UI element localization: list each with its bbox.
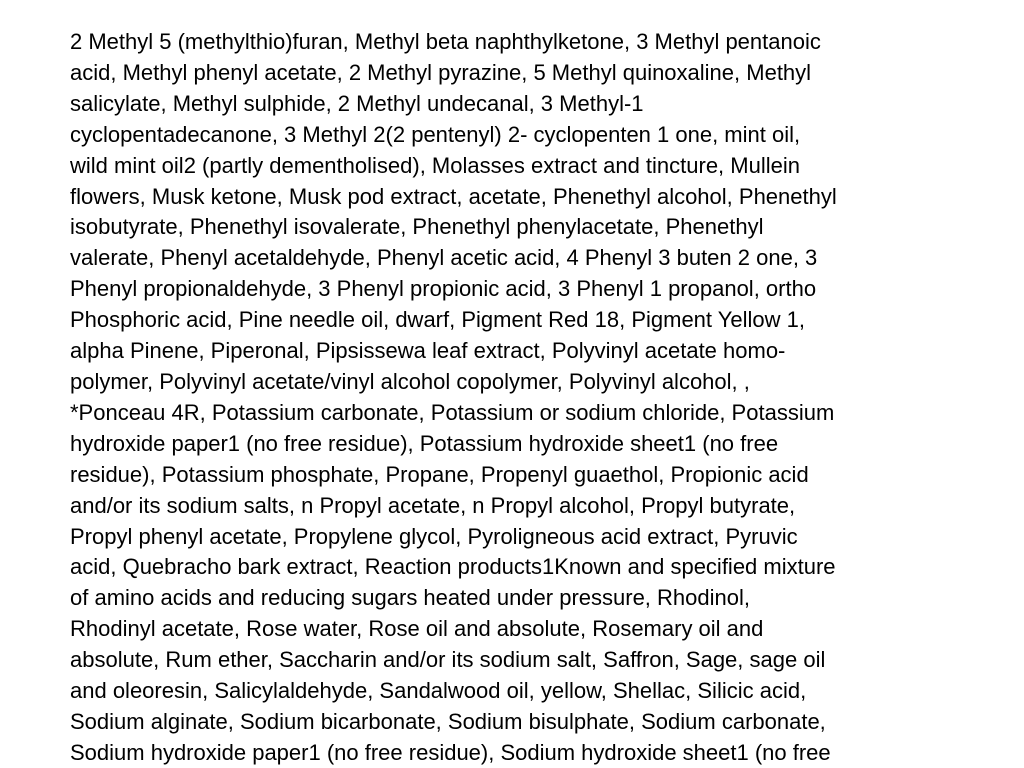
text-line: Propyl phenyl acetate, Propylene glycol, Pyroligneous acid extract, Pyruvic: [70, 523, 798, 549]
text-line: and/or its sodium salts, n Propyl acetate, n Propyl alcohol, Propyl butyrate,: [70, 492, 796, 518]
text-line: polymer, Polyvinyl acetate/vinyl alcohol copolymer, Polyvinyl alcohol, ,: [70, 368, 750, 394]
ingredient-list-paragraph: [70, 27, 970, 768]
text-line: hydroxide paper1 (no free residue), Potassium hydroxide sheet1 (no free: [70, 430, 779, 456]
text-line: Sodium hydroxide paper1 (no free residue), Sodium hydroxide sheet1 (no free: [70, 739, 831, 765]
text-line: absolute, Rum ether, Saccharin and/or its sodium salt, Saffron, Sage, sage oil: [70, 647, 826, 673]
text-line: salicylate, Methyl sulphide, 2 Methyl undecanal, 3 Methyl-1: [70, 90, 644, 116]
text-line: residue), Potassium phosphate, Propane, Propenyl guaethol, Propionic acid: [70, 461, 809, 487]
text-line: acid, Methyl phenyl acetate, 2 Methyl pyrazine, 5 Methyl quinoxaline, Methyl: [70, 59, 812, 85]
text-line: wild mint oil2 (partly dementholised), Molasses extract and tincture, Mullein: [70, 152, 800, 178]
text-line: Phenyl propionaldehyde, 3 Phenyl propionic acid, 3 Phenyl 1 propanol, ortho: [70, 276, 817, 302]
text-line: Sodium alginate, Sodium bicarbonate, Sodium bisulphate, Sodium carbonate,: [70, 708, 826, 734]
text-line: Rhodinyl acetate, Rose water, Rose oil and absolute, Rosemary oil and: [70, 616, 764, 642]
text-line: acid, Quebracho bark extract, Reaction products1Known and specified mixture: [70, 554, 836, 580]
text-line: 2 Methyl 5 (methylthio)furan, Methyl beta naphthylketone, 3 Methyl pentanoic: [70, 29, 821, 54]
text-line: of amino acids and reducing sugars heated under pressure, Rhodinol,: [70, 585, 750, 611]
text-line: alpha Pinene, Piperonal, Pipsissewa leaf extract, Polyvinyl acetate homo-: [70, 338, 786, 364]
text-line: Phosphoric acid, Pine needle oil, dwarf, Pigment Red 18, Pigment Yellow 1,: [70, 307, 805, 333]
text-line: valerate, Phenyl acetaldehyde, Phenyl acetic acid, 4 Phenyl 3 buten 2 one, 3: [70, 245, 818, 271]
text-line: *Ponceau 4R, Potassium carbonate, Potassium or sodium chloride, Potassium: [70, 399, 835, 425]
text-line: and oleoresin, Salicylaldehyde, Sandalwood oil, yellow, Shellac, Silicic acid,: [70, 678, 807, 704]
text-line: cyclopentadecanone, 3 Methyl 2(2 pentenyl) 2- cyclopenten 1 one, mint oil,: [70, 121, 801, 147]
text-line: isobutyrate, Phenethyl isovalerate, Phenethyl phenylacetate, Phenethyl: [70, 214, 764, 240]
text-line: flowers, Musk ketone, Musk pod extract, acetate, Phenethyl alcohol, Phenethyl: [70, 183, 837, 209]
